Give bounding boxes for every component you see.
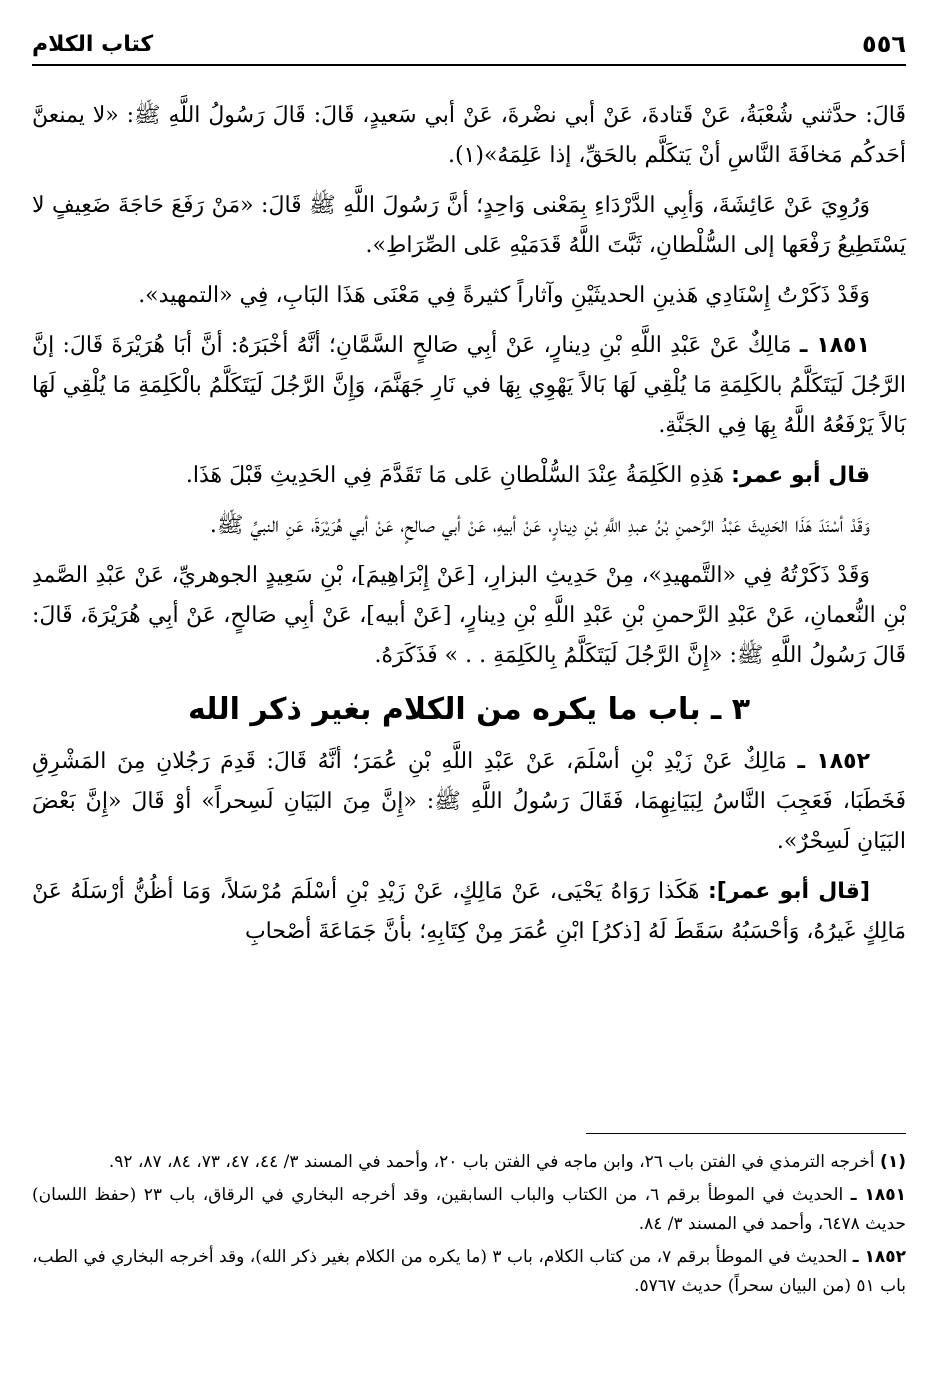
paragraph-2: وَرُوِيَ عَنْ عَائِشَةَ، وَأبِي الدَّرْدَاءِ بِمَعْنى وَاحِدٍ؛ أنَّ رَسُولَ اللَّهِ ﷺ قَالَ: «مَنْ رَفَعَ حَاجَةَ ضَعِيفٍ لا يَسْتَطِيعُ رَفْعَها إلى السُّلْطانِ، ثَبَّتَ اللَّهُ قَدَمَيْهِ عَلى الصِّرَاطِ». [32, 193, 906, 258]
footnote-1851 [32, 1181, 906, 1239]
footnote-1 [32, 1148, 906, 1177]
paragraph-4: وَقَدْ أسْنَدَ هَذَا الحَدِيثَ عَبْدُ الرَّحمنِ بْنُ عبدِ اللَّهِ بْنِ دِينارٍ، عَنْ أبيهِ، عَنْ أبي صالحٍ، عَنْ أبي هُرَيْرَةَ، عَنِ النبيِّ ﷺ. [209, 513, 870, 538]
comment-label: [قال أبو عمر]: [707, 879, 870, 904]
comment-label: قال أبو عمر: [731, 463, 870, 488]
footnote-number: ١٨٥١ ـ [850, 1185, 906, 1205]
chapter-heading: ٣ ـ باب ما يكره من الكلام بغير ذكر الله [187, 692, 751, 727]
footnote-text: أخرجه الترمذي في الفتن باب ٢٦، وابن ماجه في الفتن باب ٢٠، وأحمد في المسند ٣/ ٤٤، ٤٧، ٧٣، ٨٤، ٨٧، ٩٢. [108, 1152, 875, 1172]
footnote-number: (١) [880, 1152, 906, 1172]
hadith-number: ١٨٥٢ ـ [797, 749, 870, 774]
paragraph-1: قَالَ: حدَّثني شُعْبَةُ، عَنْ قَتادةَ، عَنْ أبي نضْرةَ، عَنْ أبي سَعيدٍ، قَالَ: قَالَ رَسُولُ اللَّهِ ﷺ: «لا يمنعنَّ أحَدكُم مَخافَةَ النَّاسِ أنْ يَتكَلَّم بالحَقِّ، إذا عَلِمَهُ»(١). [32, 103, 906, 168]
header-rule [32, 64, 906, 66]
running-title: كتاب الكلام [32, 32, 154, 57]
page-number: ٥٥٦ [862, 30, 906, 58]
hadith-1852 [32, 742, 906, 862]
comment-text: هَذِهِ الكَلِمَةُ عِنْدَ السُّلْطانِ عَلى مَا تَقَدَّمَ فِي الحَدِيثِ قَبْلَ هَذَا. [185, 463, 725, 488]
comment-text: هَكَذا رَوَاهُ يَحْيَى، عَنْ مَالِكٍ، عَنْ زَيْدِ بْنِ أسْلَمَ مُرْسَلاً، وَمَا أظُنُّ أرْسَلَهُ عَنْ مَالِكٍ غَيرُهُ، وَأحْسَبُهُ سَقَطَ لَهُ [ذكرُ] ابْنِ عُمَرَ مِنْ كِتَابِهِ؛ بأنَّ جَمَاعَةَ أصْحابِ [32, 879, 906, 944]
footnote-text: الحديث في الموطأ برقم ٧، من كتاب الكلام، باب ٣ (ما يكره من الكلام بغير ذكر الله)، وقد أخرجه البخاري في الطب، باب ٥١ (من البيان سحراً) حديث ٥٧٦٧. [32, 1247, 906, 1296]
abu-umar-comment-2 [32, 872, 906, 952]
paragraph-3: وَقَدْ ذَكَرْتُ إِسْنَادِي هَذينِ الحديثَيْنِ وآثاراً كثيرةً فِي مَعْنَى هَذَا البَابِ، فِي «التمهيد». [138, 283, 870, 308]
hadith-text: مَالِكٌ عَنْ زَيْدِ بْنِ أسْلَمَ، عَنْ عَبْدِ اللَّهِ بْنِ عُمَرَ؛ أنَّهُ قَالَ: قَدِمَ رَجُلانِ مِنَ المَشْرِقِ فَخَطَبَا، فَعَجِبَ النَّاسُ لِبَيَانِهِمَا، فَقَالَ رَسُولُ اللَّهِ ﷺ: «إِنَّ مِنَ البَيَانِ لَسِحراً» أوْ قَالَ «إِنَّ بَعْضَ البَيَانِ لَسِحْرٌ». [32, 749, 906, 854]
footnotes [32, 1148, 906, 1305]
hadith-number: ١٨٥١ ـ [799, 333, 871, 358]
page-header [32, 30, 906, 68]
footnote-text: الحديث في الموطأ برقم ٦، من الكتاب والباب السابقين، وقد أخرجه البخاري في الرقاق، باب ٢٣ (حفظ اللسان) حديث ٦٤٧٨، وأحمد في المسند ٣/ ٨٤. [32, 1185, 906, 1234]
hadith-text: مَالِكٌ عَنْ عَبْدِ اللَّهِ بْنِ دِينارٍ، عَنْ أبِي صَالحٍ السَّمَّانِ؛ أنَّهُ أخْبَرَهُ: أنَّ أبَا هُرَيْرَةَ قَالَ: إنَّ الرَّجُلَ لَيَتَكَلَّمُ بالكَلِمَةِ مَا يُلْقِي لَهَا بَالاً يَهْوِي بِهَا في نَارِ جَهَنَّمَ، وَإِنَّ الرَّجُلَ لَيَتَكَلَّمُ بالْكَلِمَةِ مَا يُلْقِي لَهَا بَالاً يَرْفَعُهُ اللَّهُ بِهَا فِي الجَنَّةِ. [32, 333, 906, 438]
footnote-1852 [32, 1243, 906, 1301]
paragraph-5: وَقَدْ ذَكَرْتُهُ فِي «التَّمهيدِ»، مِنْ حَدِيثِ البزارِ، [عَنْ إِبْرَاهِيمَ]، بْنِ سَعِيدٍ الجوهريِّ، عَنْ عَبْدِ الصَّمدِ بْنِ النُّعمانِ، عَنْ عَبْدِ الرَّحمنِ بْنِ عَبْدِ اللَّهِ بْنِ دِينارٍ، [عَنْ أبيه]، عَنْ أبِي صَالحٍ، عَنْ أبِي هُرَيْرَةَ، قَالَ: قَالَ رَسُولُ اللَّهِ ﷺ: «إِنَّ الرَّجُلَ لَيَتَكَلَّمُ بِالكَلِمَةِ . . » فَذَكَرَهُ. [32, 563, 906, 668]
footnote-number: ١٨٥٢ ـ [852, 1247, 907, 1267]
abu-umar-comment [32, 456, 906, 496]
main-text [32, 96, 906, 962]
footnote-separator [586, 1133, 906, 1134]
hadith-1851 [32, 326, 906, 446]
